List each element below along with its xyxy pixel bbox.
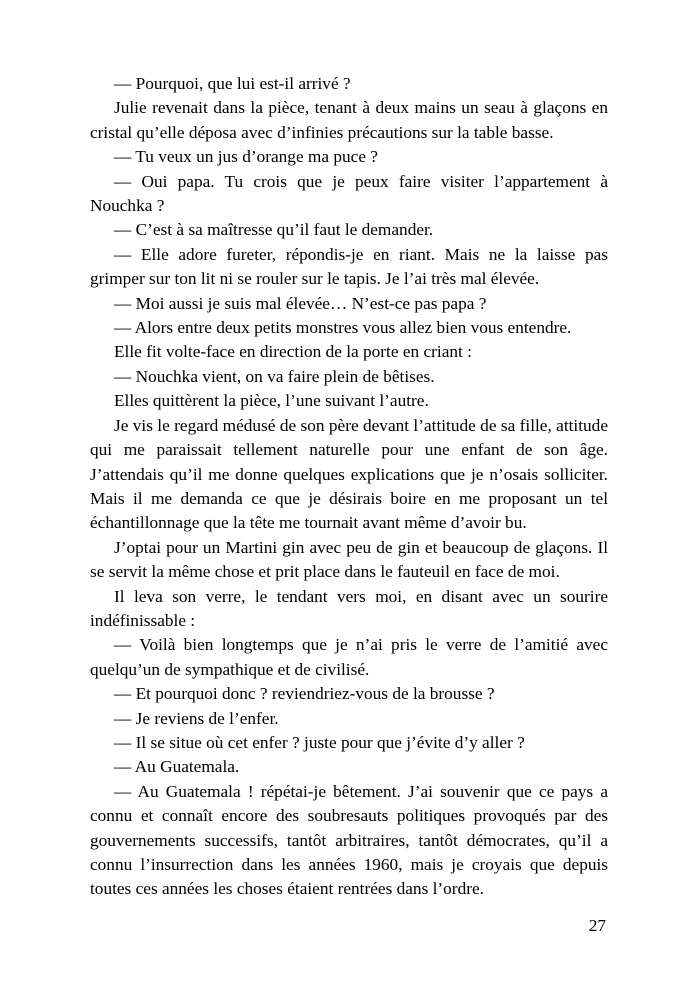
- page-number: 27: [588, 916, 606, 935]
- paragraph: — Tu veux un jus d’orange ma puce ?: [114, 147, 378, 167]
- paragraph: Il leva son verre, le tendant vers moi, en disant avec un sourire indéfinissable :: [90, 586, 608, 630]
- paragraph: — Nouchka vient, on va faire plein de bêtises.: [114, 366, 435, 386]
- paragraph: — Voilà bien longtemps que je n’ai pris le verre de l’amitié avec quelqu’un de sympathique et de civilisé.: [90, 635, 608, 679]
- paragraph: — C’est à sa maîtresse qu’il faut le demander.: [114, 220, 434, 240]
- paragraph: Elles quittèrent la pièce, l’une suivant l’autre.: [114, 391, 429, 411]
- paragraph: — Au Guatemala ! répétai-je bêtement. J’ai souvenir que ce pays a connu et connaît encore des soubresauts politiques provoqués par des gouvernements successifs, tantôt arbitraires, tantôt démocrates, qu’il a connu l’insurrection dans les années 1960, mais je croyais que depuis toutes ces années les choses étaient rentrées dans l’ordre.: [90, 781, 608, 899]
- paragraph: — Je reviens de l’enfer.: [114, 708, 279, 728]
- paragraph: Elle fit volte-face en direction de la porte en criant :: [114, 342, 472, 362]
- paragraph: J’optai pour un Martini gin avec peu de gin et beaucoup de glaçons. Il se servit la même chose et prit place dans le fauteuil en face de moi.: [90, 537, 608, 582]
- paragraph: — Et pourquoi donc ? reviendriez-vous de la brousse ?: [114, 684, 495, 704]
- paragraph: — Elle adore fureter, répondis-je en riant. Mais ne la laisse pas grimper sur ton lit ni se rouler sur le tapis. Je l’ai très mal élevée.: [90, 244, 608, 289]
- paragraph: Je vis le regard médusé de son père devant l’attitude de sa fille, attitude qui me paraissait tellement naturelle pour une enfant de son âge. J’attendais qu’il me donne quelques explications que je n’osais solliciter. Mais il me demanda ce que je désirais boire en me proposant un tel échantillonnage que la tête me tournait avant même d’avoir bu.: [90, 415, 608, 533]
- paragraph: — Il se situe où cet enfer ? juste pour que j’évite d’y aller ?: [114, 732, 525, 752]
- paragraph: Julie revenait dans la pièce, tenant à deux mains un seau à glaçons en cristal qu’elle déposa avec d’infinies précautions sur la table basse.: [90, 98, 608, 142]
- paragraph: — Au Guatemala.: [114, 757, 240, 777]
- paragraph: — Oui papa. Tu crois que je peux faire visiter l’appartement à Nouchka ?: [90, 171, 608, 216]
- body-text: [90, 72, 608, 902]
- paragraph: — Pourquoi, que lui est-il arrivé ?: [114, 74, 351, 93]
- paragraph: — Moi aussi je suis mal élevée… N’est-ce pas papa ?: [114, 293, 487, 313]
- paragraph: — Alors entre deux petits monstres vous allez bien vous entendre.: [114, 318, 572, 338]
